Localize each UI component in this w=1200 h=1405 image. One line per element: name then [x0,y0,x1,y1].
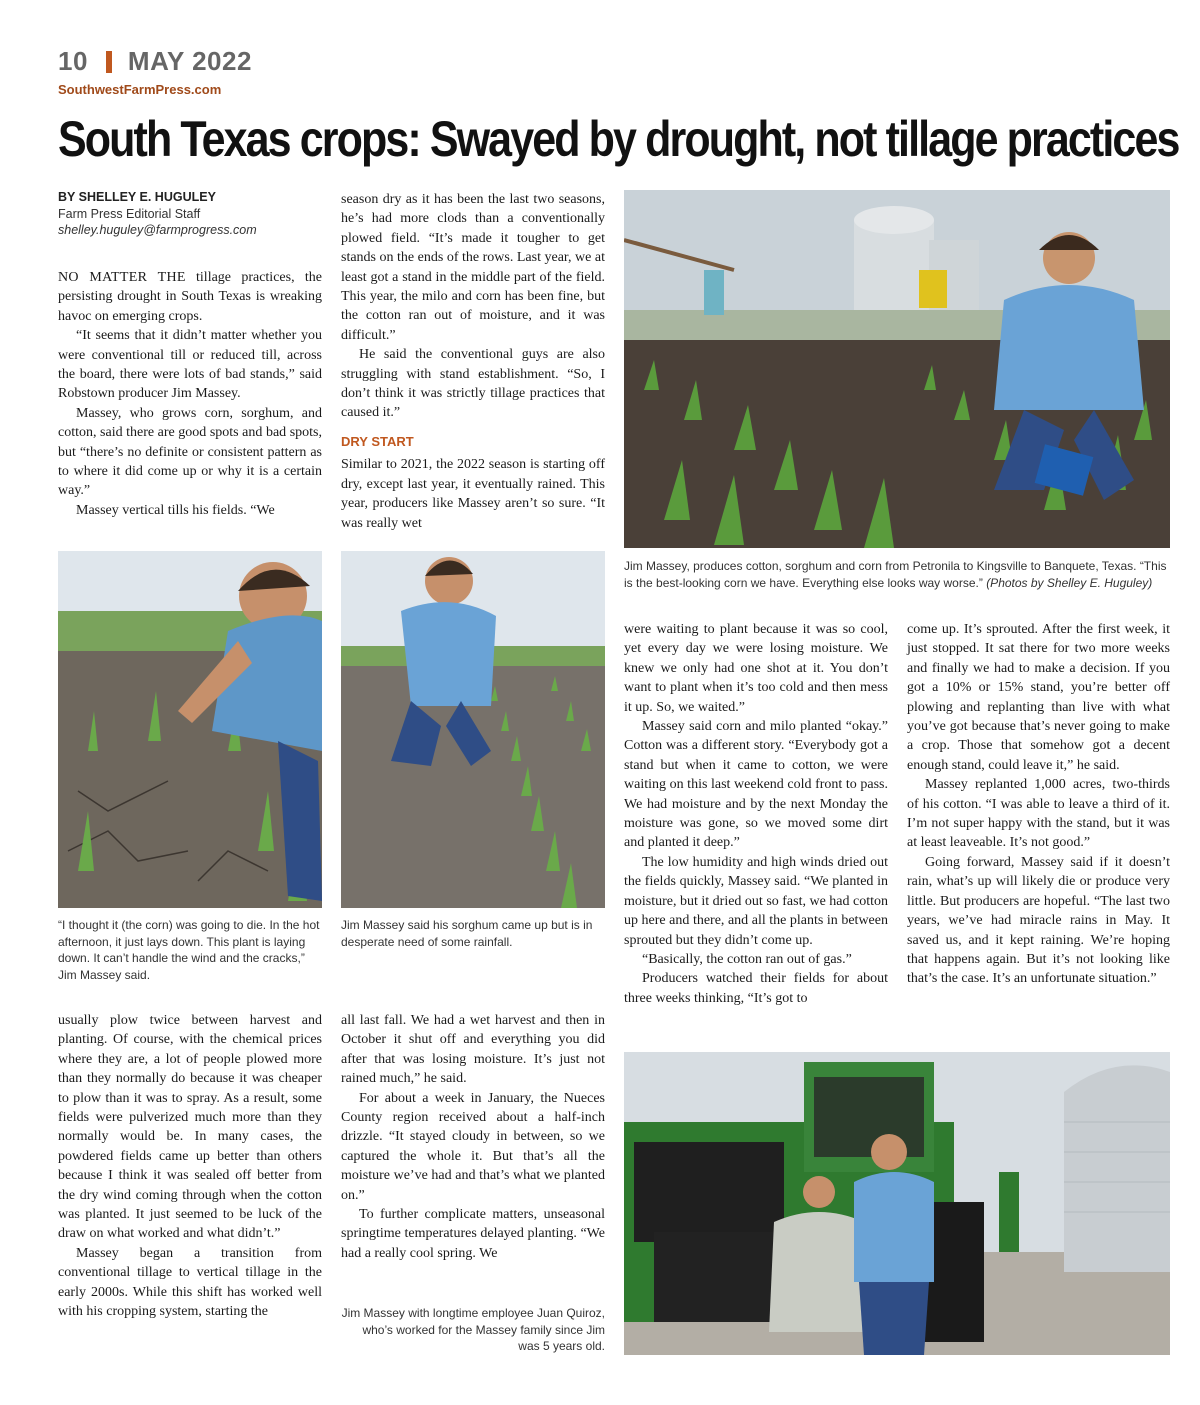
sorghum-photo-caption: Jim Massey said his sorghum came up but is in desperate need of some rainfall. [341,918,593,949]
main-photo [624,190,1170,548]
section-subhead: DRY START [341,433,414,449]
folio-divider [106,51,112,73]
paragraph: Going forward, Massey said if it doesn’t rain, what’s up will likely die or produce very little. But producers are hopeful. “The last two years, we’ve had miracle rains in May. It saved us, and it kept raining. We’re hoping that happens again. But it’s not looking like that’s the case. It’s an unfortunate situation.” [907,854,1170,987]
author-email[interactable]: shelley.huguley@farmprogress.com [58,223,257,237]
byline [58,190,322,237]
article-column-4 [907,620,1170,989]
paragraph: To further complicate matters, unseasonal springtime temperatures delayed planting. “We had a really cool spring. We [341,1207,605,1261]
article-column-3 [624,620,888,1008]
paragraph: season dry as it has been the last two seasons, he’s had more clods than a conventionally plowed field. “It’s made it tougher to get stands on the ends of the rows. Last year, we at least got a stand in the middle part of the field. This year, the milo and corn has been fine, but the cotton ran out of moisture, and it was difficult.” [341,192,605,343]
sorghum-photo [341,551,605,908]
article-column-1 [58,268,322,520]
tractor-photo [624,1052,1170,1355]
paragraph: Similar to 2021, the 2022 season is starting off dry, except last year, it eventually rained. This year, producers like Massey aren’t so sure. “It was really wet [341,457,605,531]
paragraph: Massey vertical tills his fields. “We [76,502,275,518]
main-photo-image [624,190,1170,548]
paragraph: were waiting to plant because it was so cool, yet every day we were losing moisture. We knew we only had one shot at it. You don’t want to plant when it’s too cold and then mess it up. So, we waited.” [624,622,888,715]
paragraph: come up. It’s sprouted. After the first week, it just stopped. It sat there for two more weeks and finally we had to make a decision. If you got a 10% or 15% stand, you’re better off plowing and replanting than live with what you’ve got because that’s never going to make a crop. Those that somehow got a decent enough stand, could leave it,” he said. [907,622,1170,773]
corn-photo-caption: “I thought it (the corn) was going to die. In the hot afternoon, it just lays down. This plant is laying down. It can’t handle the wind and the cracks,” Jim Massey said. [58,918,320,982]
paragraph: “Basically, the cotton ran out of gas.” [642,951,852,967]
corn-photo [58,551,322,908]
paragraph: Massey began a transition from conventional tillage to vertical tillage in the early 2000s. While this shift has worked well with his cropping system, starting the [58,1245,322,1320]
folio [58,46,252,77]
main-photo-caption: Jim Massey, produces cotton, sorghum and corn from Petronila to Kingsville to Banquete, Texas. “This is the best-looking corn we have. Everything else looks way worse.” (Photos by Shelley E. Huguley) [624,559,1167,590]
website-link[interactable]: SouthwestFarmPress.com [58,82,222,97]
paragraph: all last fall. We had a wet harvest and then in October it shut off and everything you did after that was losing moisture. It’s just not rained much,” he said. [341,1013,605,1087]
author-name: BY SHELLEY E. HUGULEY [58,190,216,204]
lead-paragraph: NO MATTER THE tillage practices, the persisting drought in South Texas is wreaking havoc on emerging crops. [58,270,322,324]
paragraph: Massey said corn and milo planted “okay.” Cotton was a different story. “Everybody got a stand but when it came to cotton, we were waiting on this last weekend cold front to pass. We had moisture and by the next Monday the moisture was gone, so we moved some dirt and planted it deep.” [624,719,888,851]
tractor-photo-caption: Jim Massey with longtime employee Juan Quiroz, who’s worked for the Massey family since Jim was 5 years old. [341,1306,605,1353]
corn-photo-image [58,551,322,908]
tractor-photo-image [624,1052,1170,1355]
article-column-2 [341,190,605,533]
article-column-2-lower [341,1011,605,1263]
page-number: 10 [58,46,88,76]
issue-date: MAY 2022 [127,46,252,76]
paragraph: “It seems that it didn’t matter whether you were conventional till or reduced till, across the board, there were lots of bad stands,” said Robstown producer Jim Massey. [58,328,322,402]
photo-credit: (Photos by Shelley E. Huguley) [986,575,1153,590]
paragraph: Massey replanted 1,000 acres, two-thirds of his cotton. “I was able to leave a third of it. I’m not super happy with the stand, but it was at least leaveable. It’s not good.” [907,777,1170,851]
paragraph: usually plow twice between harvest and planting. Of course, with the chemical prices where they are, a lot of people plowed more than they normally do because it was cheaper to plow than it was to spray. As a result, some fields were pulverized much more than they normally would be. In many cases, the powdered fields came up better than others because I think it was sealed off better from the dry wind coming through when the cotton was planted. It just seemed to be luck of the draw on what worked and what didn’t.” [58,1013,322,1242]
lead-in: NO MATTER THE [58,270,186,285]
sorghum-photo-image [341,551,605,908]
paragraph: For about a week in January, the Nueces County region received about a half-inch drizzle. “It stayed cloudy in between, so we captured the whole it. But that’s all the moisture we’ve had and that’s what we planted on.” [341,1090,605,1203]
article-column-1-lower [58,1011,322,1322]
paragraph: Producers watched their fields for about three weeks thinking, “It’s got to [624,971,888,1006]
headline: South Texas crops: Swayed by drought, not tillage practices [58,111,1179,167]
paragraph: Massey, who grows corn, sorghum, and cotton, said there are good spots and bad spots, but “there’s no definite or consistent pattern as to where it did come up or why it is a certain way.” [58,405,322,499]
paragraph: He said the conventional guys are also struggling with stand establishment. “So, I don’t think it was strictly tillage practices that caused it.” [341,347,605,421]
author-role: Farm Press Editorial Staff [58,207,201,221]
paragraph: The low humidity and high winds dried out the fields quickly, Massey said. “We planted in moisture, but it dried out so fast, we had cotton up here and there, and all the plants in between sprouted but they didn’t come up. [624,854,889,948]
